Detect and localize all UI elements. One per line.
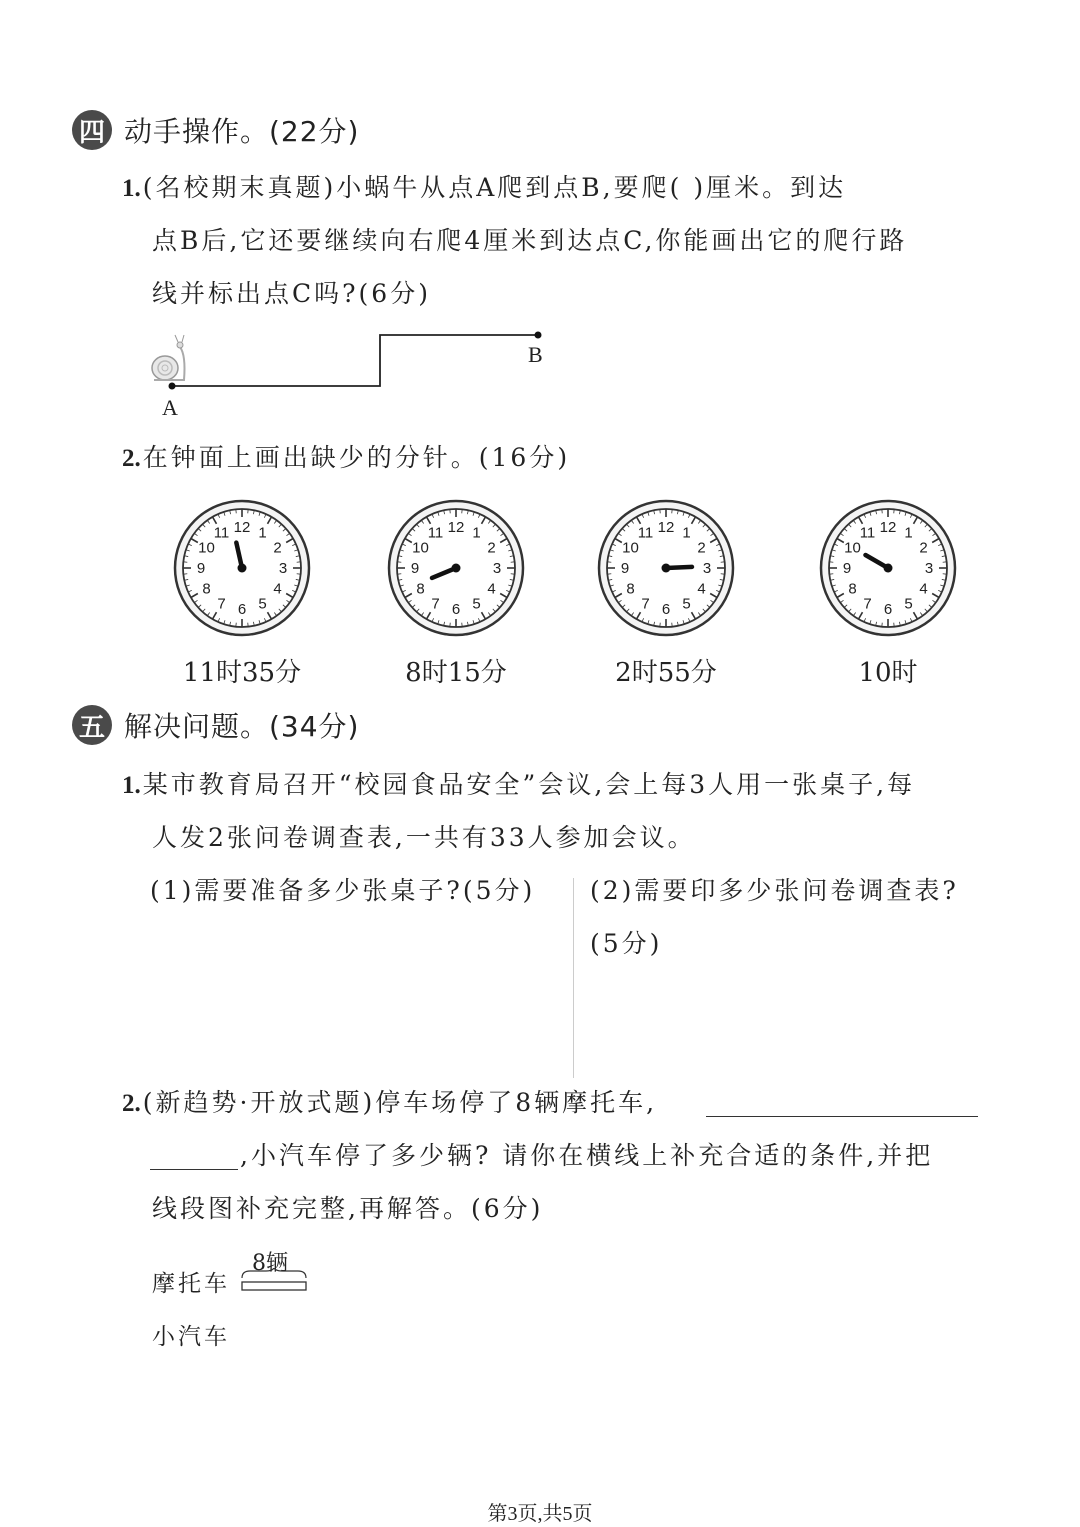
blank-line-1[interactable] xyxy=(706,1116,978,1117)
section-badge: 五 xyxy=(72,705,112,745)
sub-question-2-line-2: (5分) xyxy=(590,929,663,958)
clock-2[interactable] xyxy=(386,498,526,638)
segment-bar xyxy=(242,1282,306,1290)
question-text: 在钟面上画出缺少的分针。(16分) xyxy=(142,443,571,472)
clock-number: 1 xyxy=(258,524,267,542)
section-5-header xyxy=(72,705,359,745)
clock-number: 5 xyxy=(258,595,267,613)
clock-number: 7 xyxy=(863,595,872,613)
question-4-1-line-2: 点B后,它还要继续向右爬4厘米到达点C,你能画出它的爬行路 xyxy=(152,226,908,255)
question-number: 1. xyxy=(122,175,141,202)
clock-center xyxy=(884,564,893,573)
section-4-header xyxy=(72,110,359,150)
clock-center xyxy=(662,564,671,573)
clock-number: 12 xyxy=(233,519,251,536)
clock-number: 12 xyxy=(879,519,897,536)
clock-number: 5 xyxy=(472,595,481,613)
clock-number: 11 xyxy=(859,524,876,542)
clock-number: 9 xyxy=(196,560,206,577)
clock-number: 10 xyxy=(198,539,215,557)
clock-4[interactable] xyxy=(818,498,958,638)
question-5-1-line-1 xyxy=(122,772,915,798)
clock-number: 12 xyxy=(657,519,675,536)
clock-number: 4 xyxy=(487,580,496,598)
page-footer: 第3页,共5页 xyxy=(487,1503,593,1525)
point-a xyxy=(169,383,176,390)
clock-number: 10 xyxy=(844,539,861,557)
question-5-2-line-2: ,小汽车停了多少辆? 请你在横线上补充合适的条件,并把 xyxy=(240,1141,934,1170)
clock-number: 8 xyxy=(202,580,211,598)
clock-number: 3 xyxy=(278,560,288,577)
clock-3[interactable] xyxy=(596,498,736,638)
clock-number: 7 xyxy=(641,595,650,613)
clock-number: 10 xyxy=(622,539,639,557)
clock-number: 4 xyxy=(697,580,706,598)
clock-number: 3 xyxy=(492,560,502,577)
question-4-1-line-1 xyxy=(122,175,846,201)
clock-number: 2 xyxy=(273,539,282,557)
section-title: 动手操作。(22分) xyxy=(124,115,360,148)
clock-number: 9 xyxy=(842,560,852,577)
clock-number: 11 xyxy=(427,524,444,542)
question-text: 某市教育局召开“校园食品安全”会议,会上每3人用一张桌子,每 xyxy=(142,770,916,799)
clock-number: 7 xyxy=(217,595,226,613)
clock-number: 8 xyxy=(848,580,857,598)
clock-number: 3 xyxy=(924,560,934,577)
motorcycle-label: 摩托车 xyxy=(152,1271,230,1297)
clock-number: 1 xyxy=(904,524,913,542)
clock-number: 6 xyxy=(237,601,247,618)
sub-question-1: (1)需要准备多少张桌子?(5分) xyxy=(150,876,536,905)
clock-number: 9 xyxy=(410,560,420,577)
clock-number: 11 xyxy=(637,524,654,542)
clock-number: 4 xyxy=(919,580,928,598)
clock-number: 6 xyxy=(661,601,671,618)
car-label: 小汽车 xyxy=(152,1324,230,1350)
brace-label: 8辆 xyxy=(252,1251,288,1276)
question-text: (新趋势·开放式题)停车场停了8辆摩托车, xyxy=(142,1088,658,1117)
clock-4-label: 10时 xyxy=(858,658,918,688)
clock-2-label: 8时15分 xyxy=(405,658,507,688)
snail-path-figure xyxy=(140,325,570,425)
question-text: (名校期末真题)小蜗牛从点A爬到点B,要爬( )厘米。到达 xyxy=(142,173,847,202)
clock-number: 6 xyxy=(451,601,461,618)
clock-number: 3 xyxy=(702,560,712,577)
question-5-2-line-3: 线段图补充完整,再解答。(6分) xyxy=(152,1194,544,1223)
clock-number: 5 xyxy=(682,595,691,613)
crawl-path xyxy=(172,335,538,386)
point-b-label: B xyxy=(528,342,543,367)
sub-question-2-line-1: (2)需要印多少张问卷调查表? xyxy=(590,876,959,905)
question-4-1-line-3: 线并标出点C吗?(6分) xyxy=(152,279,431,308)
clock-1[interactable] xyxy=(172,498,312,638)
clock-center xyxy=(238,564,247,573)
clock-number: 5 xyxy=(904,595,913,613)
question-number: 2. xyxy=(122,1090,141,1117)
point-a-label: A xyxy=(162,395,178,420)
clock-number: 8 xyxy=(626,580,635,598)
question-4-2 xyxy=(122,445,570,471)
clock-number: 7 xyxy=(431,595,440,613)
clock-number: 6 xyxy=(883,601,893,618)
clock-number: 1 xyxy=(472,524,481,542)
clock-number: 2 xyxy=(487,539,496,557)
clock-number: 2 xyxy=(919,539,928,557)
clock-number: 10 xyxy=(412,539,429,557)
question-5-1-line-2: 人发2张问卷调查表,一共有33人参加会议。 xyxy=(152,823,696,852)
section-title: 解决问题。(34分) xyxy=(124,710,360,743)
motorcycle-segment xyxy=(238,1268,310,1298)
section-badge: 四 xyxy=(72,110,112,150)
clock-number: 9 xyxy=(620,560,630,577)
answer-divider xyxy=(573,878,574,1078)
clock-number: 1 xyxy=(682,524,691,542)
question-5-2-line-1 xyxy=(122,1090,657,1116)
clock-3-label: 2时55分 xyxy=(615,658,717,688)
clock-number: 11 xyxy=(213,524,230,542)
clock-number: 8 xyxy=(416,580,425,598)
question-number: 2. xyxy=(122,445,141,472)
clock-number: 4 xyxy=(273,580,282,598)
point-b xyxy=(535,332,542,339)
snail-icon xyxy=(152,335,185,380)
clock-1-label: 11时35分 xyxy=(182,658,302,688)
clock-number: 12 xyxy=(447,519,465,536)
clock-center xyxy=(452,564,461,573)
brace xyxy=(242,1268,306,1278)
blank-line-2[interactable] xyxy=(150,1169,238,1170)
clock-number: 2 xyxy=(697,539,706,557)
question-number: 1. xyxy=(122,772,141,799)
